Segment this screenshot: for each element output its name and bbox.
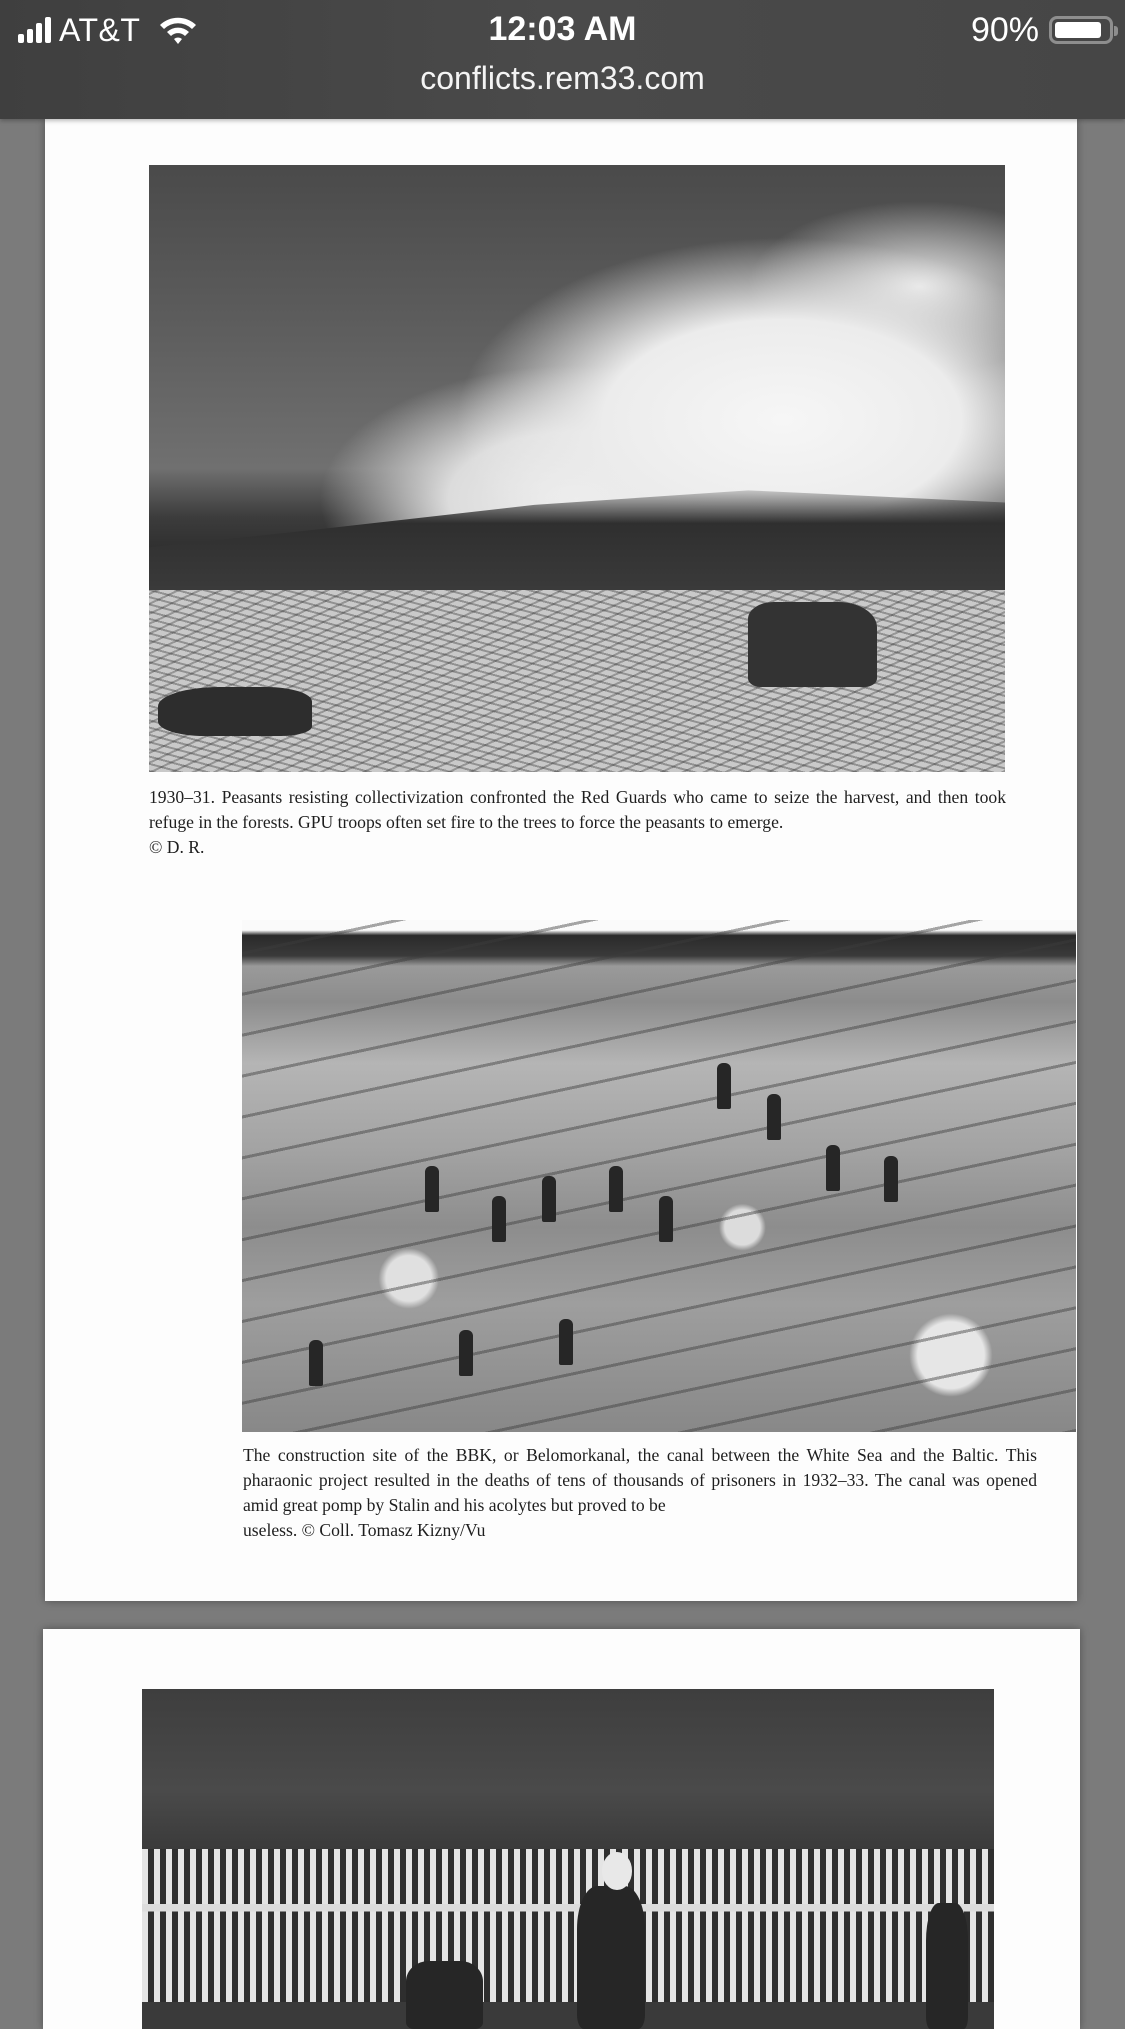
photo-worker <box>717 1063 731 1109</box>
photo-hill <box>149 481 1005 602</box>
clock: 12:03 AM <box>488 10 637 48</box>
photo-worker <box>826 1145 840 1191</box>
photo-person <box>577 1886 645 2029</box>
photo-worker <box>425 1166 439 1212</box>
photo-worker <box>492 1196 506 1242</box>
browser-top-bar <box>0 0 1125 119</box>
document-page <box>45 119 1077 1601</box>
battery-percent: 90% <box>970 10 1039 49</box>
url-bar[interactable]: conflicts.rem33.com <box>420 60 705 96</box>
photo-person <box>926 1903 969 2029</box>
photo-fence <box>142 1689 994 2029</box>
photo-worker <box>309 1340 323 1386</box>
caption-text: 1930–31. Peasants resisting collectivization confronted the Red Guards who came to seize the harvest, and then took refuge in the forests. GPU troops often set fire to the trees to force the peasants to emerge. <box>149 787 1006 832</box>
photo-picket-fence <box>142 1849 994 2002</box>
figure-caption <box>149 785 1006 860</box>
photo-worker <box>542 1176 556 1222</box>
caption-last-line: useless. © Coll. Tomasz Kizny/Vu <box>243 1520 486 1540</box>
photo-forest-fire <box>149 165 1005 772</box>
status-right <box>971 12 1113 48</box>
document-page <box>43 1629 1080 2029</box>
photo-worker <box>659 1196 673 1242</box>
photo-credit: © D. R. <box>149 837 205 857</box>
photo-canal-construction <box>242 920 1076 1432</box>
photo-worker <box>559 1319 573 1365</box>
battery-icon <box>1049 16 1113 44</box>
photo-ground <box>149 590 1005 772</box>
figure-caption <box>243 1443 1037 1543</box>
battery-fill <box>1055 22 1101 38</box>
photo-worker <box>767 1094 781 1140</box>
carrier-label: AT&T <box>59 11 141 48</box>
photo-worker <box>609 1166 623 1212</box>
battery-nub <box>1114 26 1118 36</box>
photo-person-head <box>602 1852 632 1889</box>
photo-worker <box>884 1156 898 1202</box>
photo-cart <box>748 602 876 687</box>
photo-person <box>406 1961 483 2029</box>
photo-worker <box>459 1330 473 1376</box>
caption-text: The construction site of the BBK, or Belomorkanal, the canal between the White Sea and the Baltic. This pharaonic project resulted in the deaths of tens of thousands of prisoners in 1932–33. The canal was opened amid great pomp by Stalin and his acolytes but proved to be <box>243 1445 1037 1515</box>
photo-log <box>158 687 312 736</box>
